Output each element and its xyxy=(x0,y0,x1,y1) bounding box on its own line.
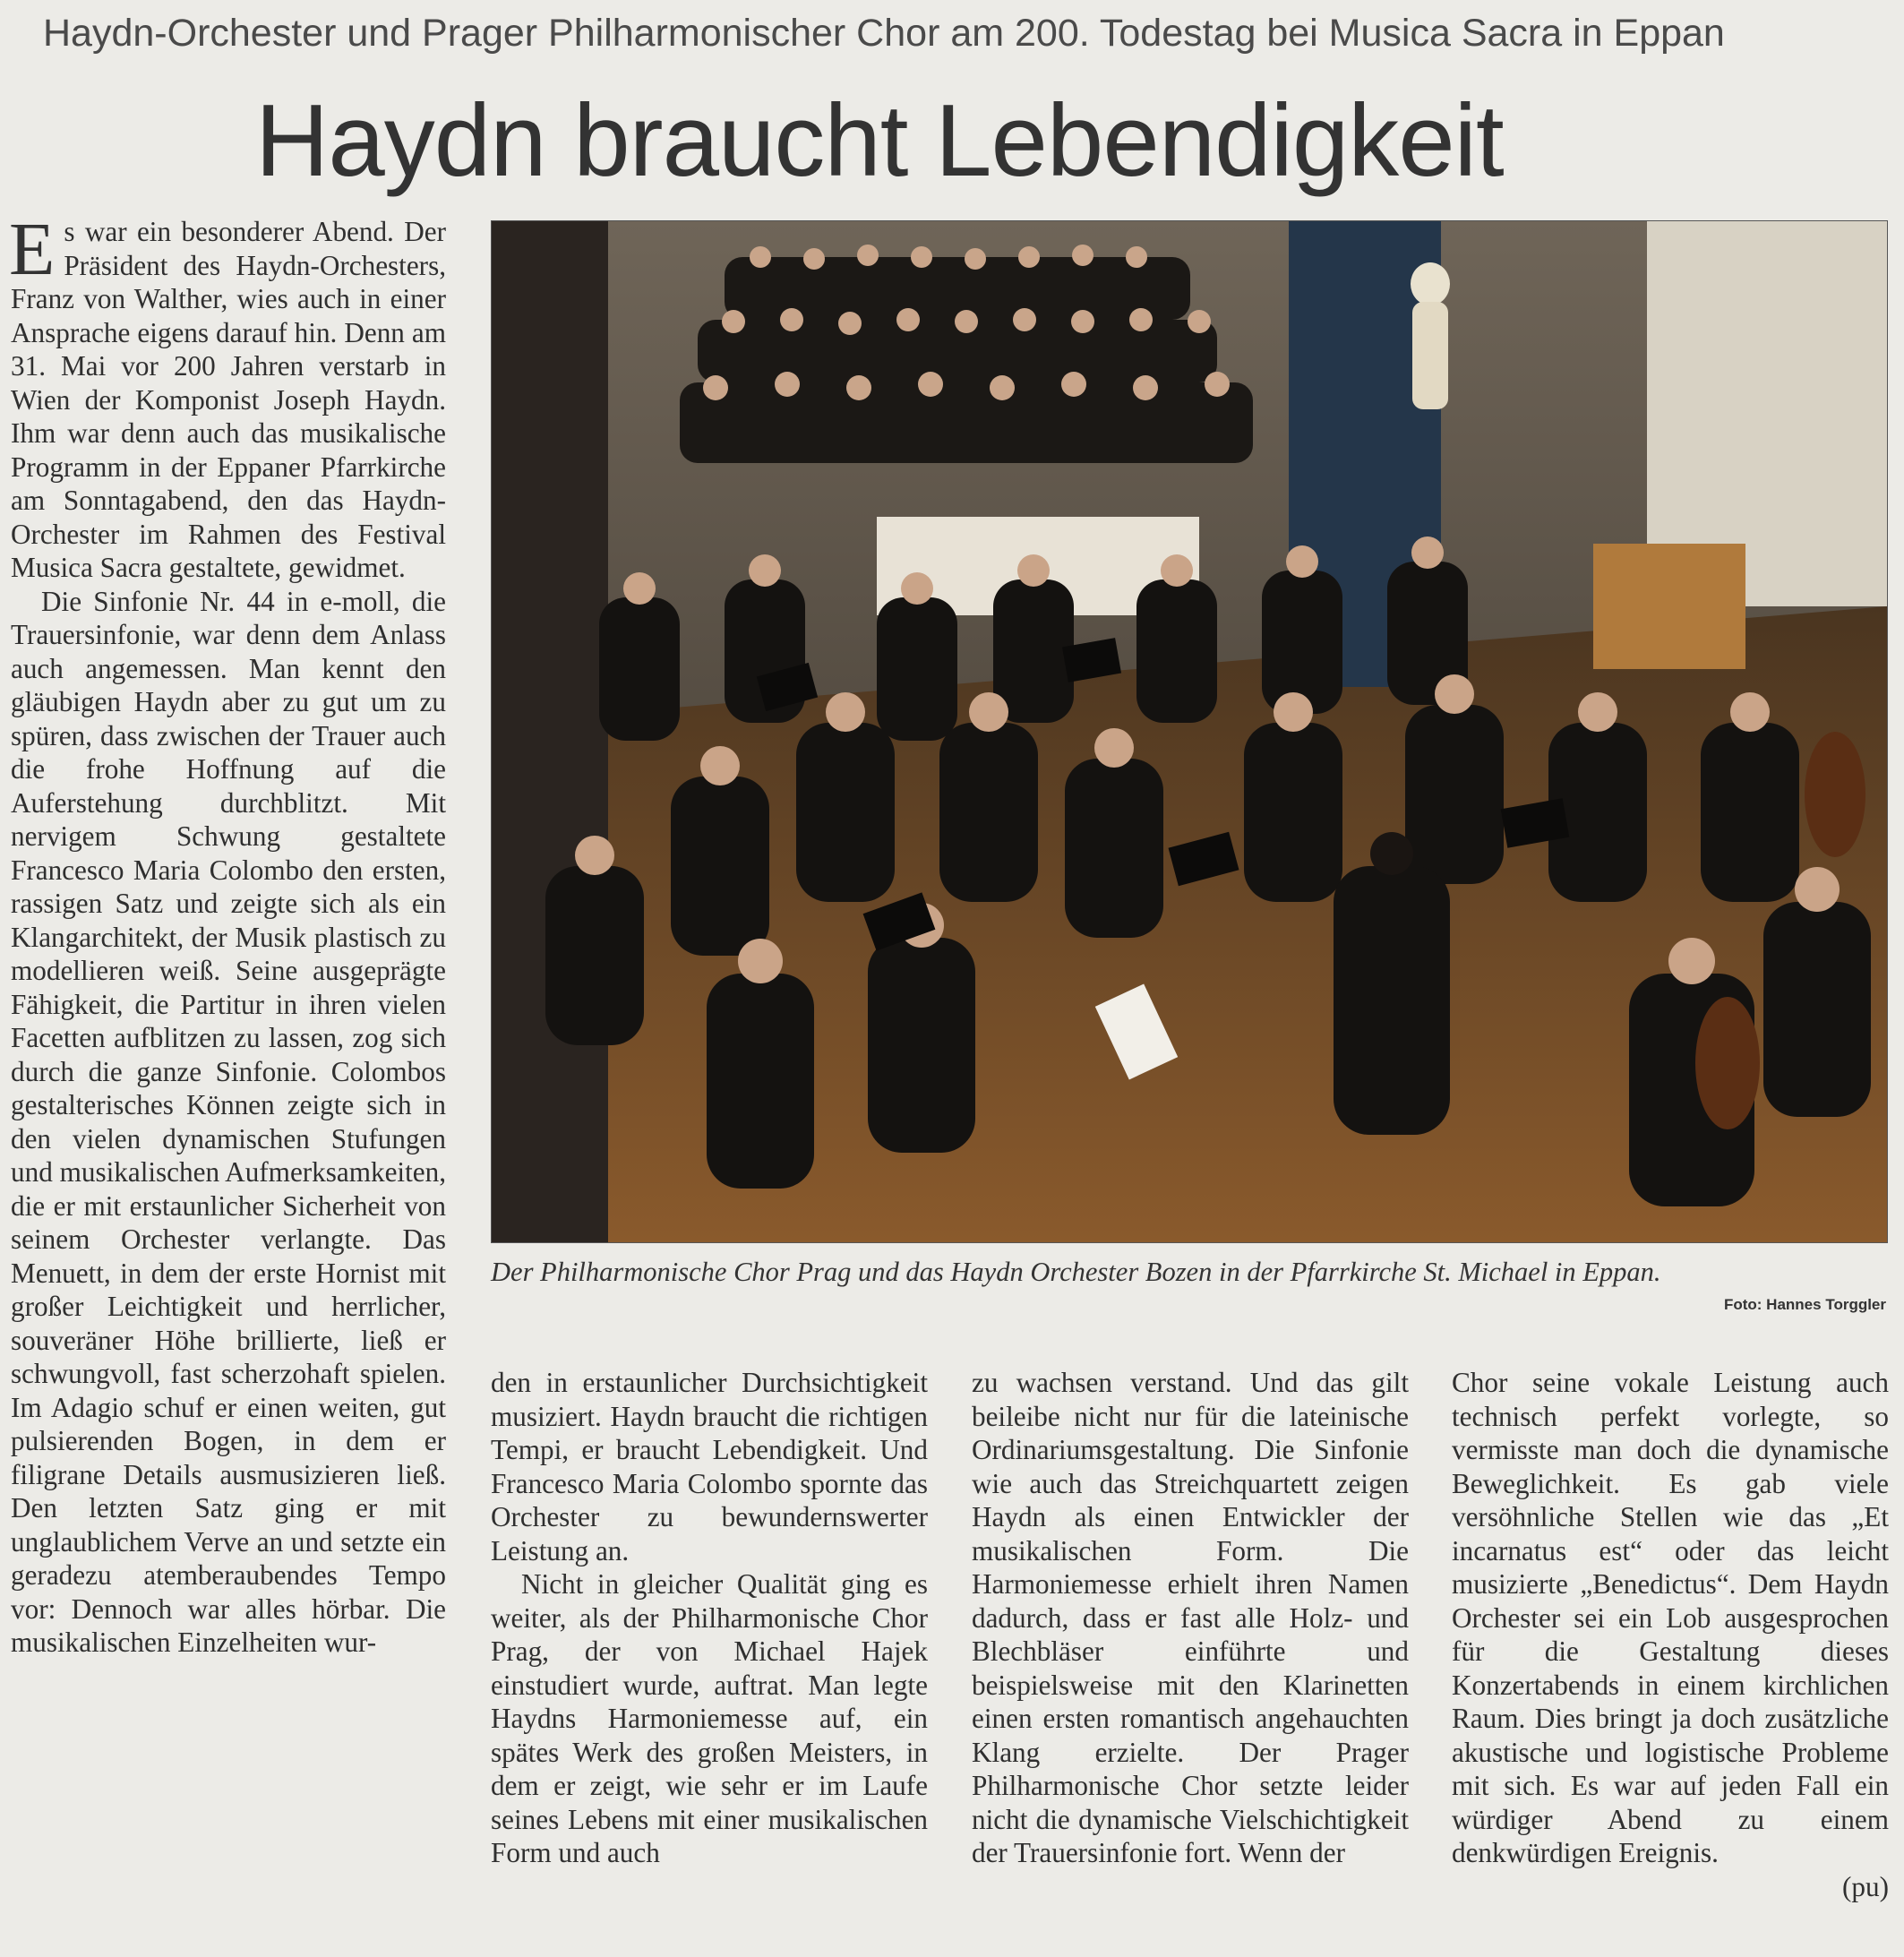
headline: Haydn braucht Lebendigkeit xyxy=(255,84,1504,198)
paragraph: den in erstaunlicher Durchsichtigkeit musiziert. Haydn braucht die richtigen Tempi, er braucht Lebendigkeit. Und Francesco Maria Colombo spornte das Orchester zu bewundernswerter Leistung an. xyxy=(491,1367,928,1566)
paragraph: Nicht in gleicher Qualität ging es weiter, als der Philharmonische Chor Prag, der von Michael Hajek einstudiert wurde, auftrat. Man legte Haydns Harmoniemesse auf, ein spätes Werk des großen Meisters, in dem er zeigt, wie sehr er im Laufe seines Lebens mit einer musikalischen Form und auch xyxy=(491,1568,928,1868)
author-signature: (pu) xyxy=(1842,1870,1889,1902)
column-4 xyxy=(1452,1366,1889,1903)
drop-cap: E xyxy=(9,208,56,291)
orchestra-photo-illustration xyxy=(492,221,1887,1242)
photo-credit: Foto: Hannes Torggler xyxy=(1723,1296,1886,1313)
paragraph-text: s war ein besonderer Abend. Der Präsident des Haydn-Orchesters, Franz von Walther, wies auch in einer Ansprache eigens darauf hin. Denn am 31. Mai vor 200 Jahren verstarb in Wien der Komponist Joseph Haydn. Ihm war denn auch das musikalische Programm in der Eppaner Pfarrkirche am Sonntagabend, den das Haydn-Orchester im Rahmen des Festival Musica Sacra gestaltete, gewidmet. xyxy=(11,216,446,583)
paragraph: Chor seine vokale Leistung auch technisch perfekt vorlegte, so vermisste man doch die dynamische Beweglichkeit. Es gab viele versöhnliche Stellen wie das „Et incarnatus est“ oder das leicht musizierte „Benedictus“. Dem Haydn Orchester sei ein Lob ausgesprochen für die Gestaltung dieses Konzertabends in einem kirchlichen Raum. Dies bringt ja doch zusätzliche akustische und logistische Probleme mit sich. Es war auf jeden Fall ein würdiger Abend zu einem denkwürdigen Ereignis. xyxy=(1452,1367,1889,1868)
paragraph: Die Sinfonie Nr. 44 in e-moll, die Trauersinfonie, war denn dem Anlass auch angemessen. Man kennt den gläubigen Haydn aber zu gut um zu spüren, dass zwischen der Trauer auch die frohe Hoffnung auf die Auferstehung durchblitzt. Mit nervigem Schwung gestaltete Francesco Maria Colombo den ersten, rassigen Satz und zeigte sich als ein Klangarchitekt, der Musik plastisch zu modellieren weiß. Seine ausgeprägte Fähigkeit, die Partitur in ihren vielen Facetten aufblitzen zu lassen, zog sich durch die ganze Sinfonie. Colombos gestalterisches Können zeigte sich in den vielen dynamischen Stufungen und musikalischen Aufmerksamkeiten, die er mit erstaunlicher Sicherheit von seinem Orchester verlangte. Das Menuett, in dem der erste Hornist mit großer Leichtigkeit und herrlicher, souveräner Höhe brillierte, ließ er schwungvoll, fast scherzohaft spielen. Im Adagio schuf er einen weiten, gut pulsierenden Bogen, in dem er filigrane Details ausmusizieren ließ. Den letzten Satz ging er mit unglaublichem Verve an und setzte ein geradezu atemberaubendes Tempo vor: Dennoch war alles hörbar. Die musikalischen Einzelheiten wur- xyxy=(11,585,446,1658)
concert-photo xyxy=(491,220,1888,1243)
column-1 xyxy=(9,208,446,1660)
paragraph: zu wachsen verstand. Und das gilt beileibe nicht nur für die lateinische Ordinariumsgestaltung. Die Sinfonie wie auch das Streichquartett zeigen Haydn als einen Entwickler der musikalischen Form. Die Harmoniemesse erhielt ihren Namen dadurch, dass er fast alle Holz- und Blechbläser einführte und beispielsweise mit den Klarinetten einen ersten romantisch angehauchten Klang erzielte. Der Prager Philharmonische Chor setzte leider nicht die dynamische Vielschichtigkeit der Trauersinfonie fort. Wenn der xyxy=(972,1367,1409,1868)
kicker-line: Haydn-Orchester und Prager Philharmonischer Chor am 200. Todestag bei Musica Sacra in Eppan xyxy=(43,12,1725,55)
photo-caption: Der Philharmonische Chor Prag und das Haydn Orchester Bozen in der Pfarrkirche St. Michael in Eppan. xyxy=(491,1257,1661,1287)
column-3 xyxy=(972,1366,1409,1870)
paragraph xyxy=(9,208,446,585)
column-2 xyxy=(491,1366,928,1870)
